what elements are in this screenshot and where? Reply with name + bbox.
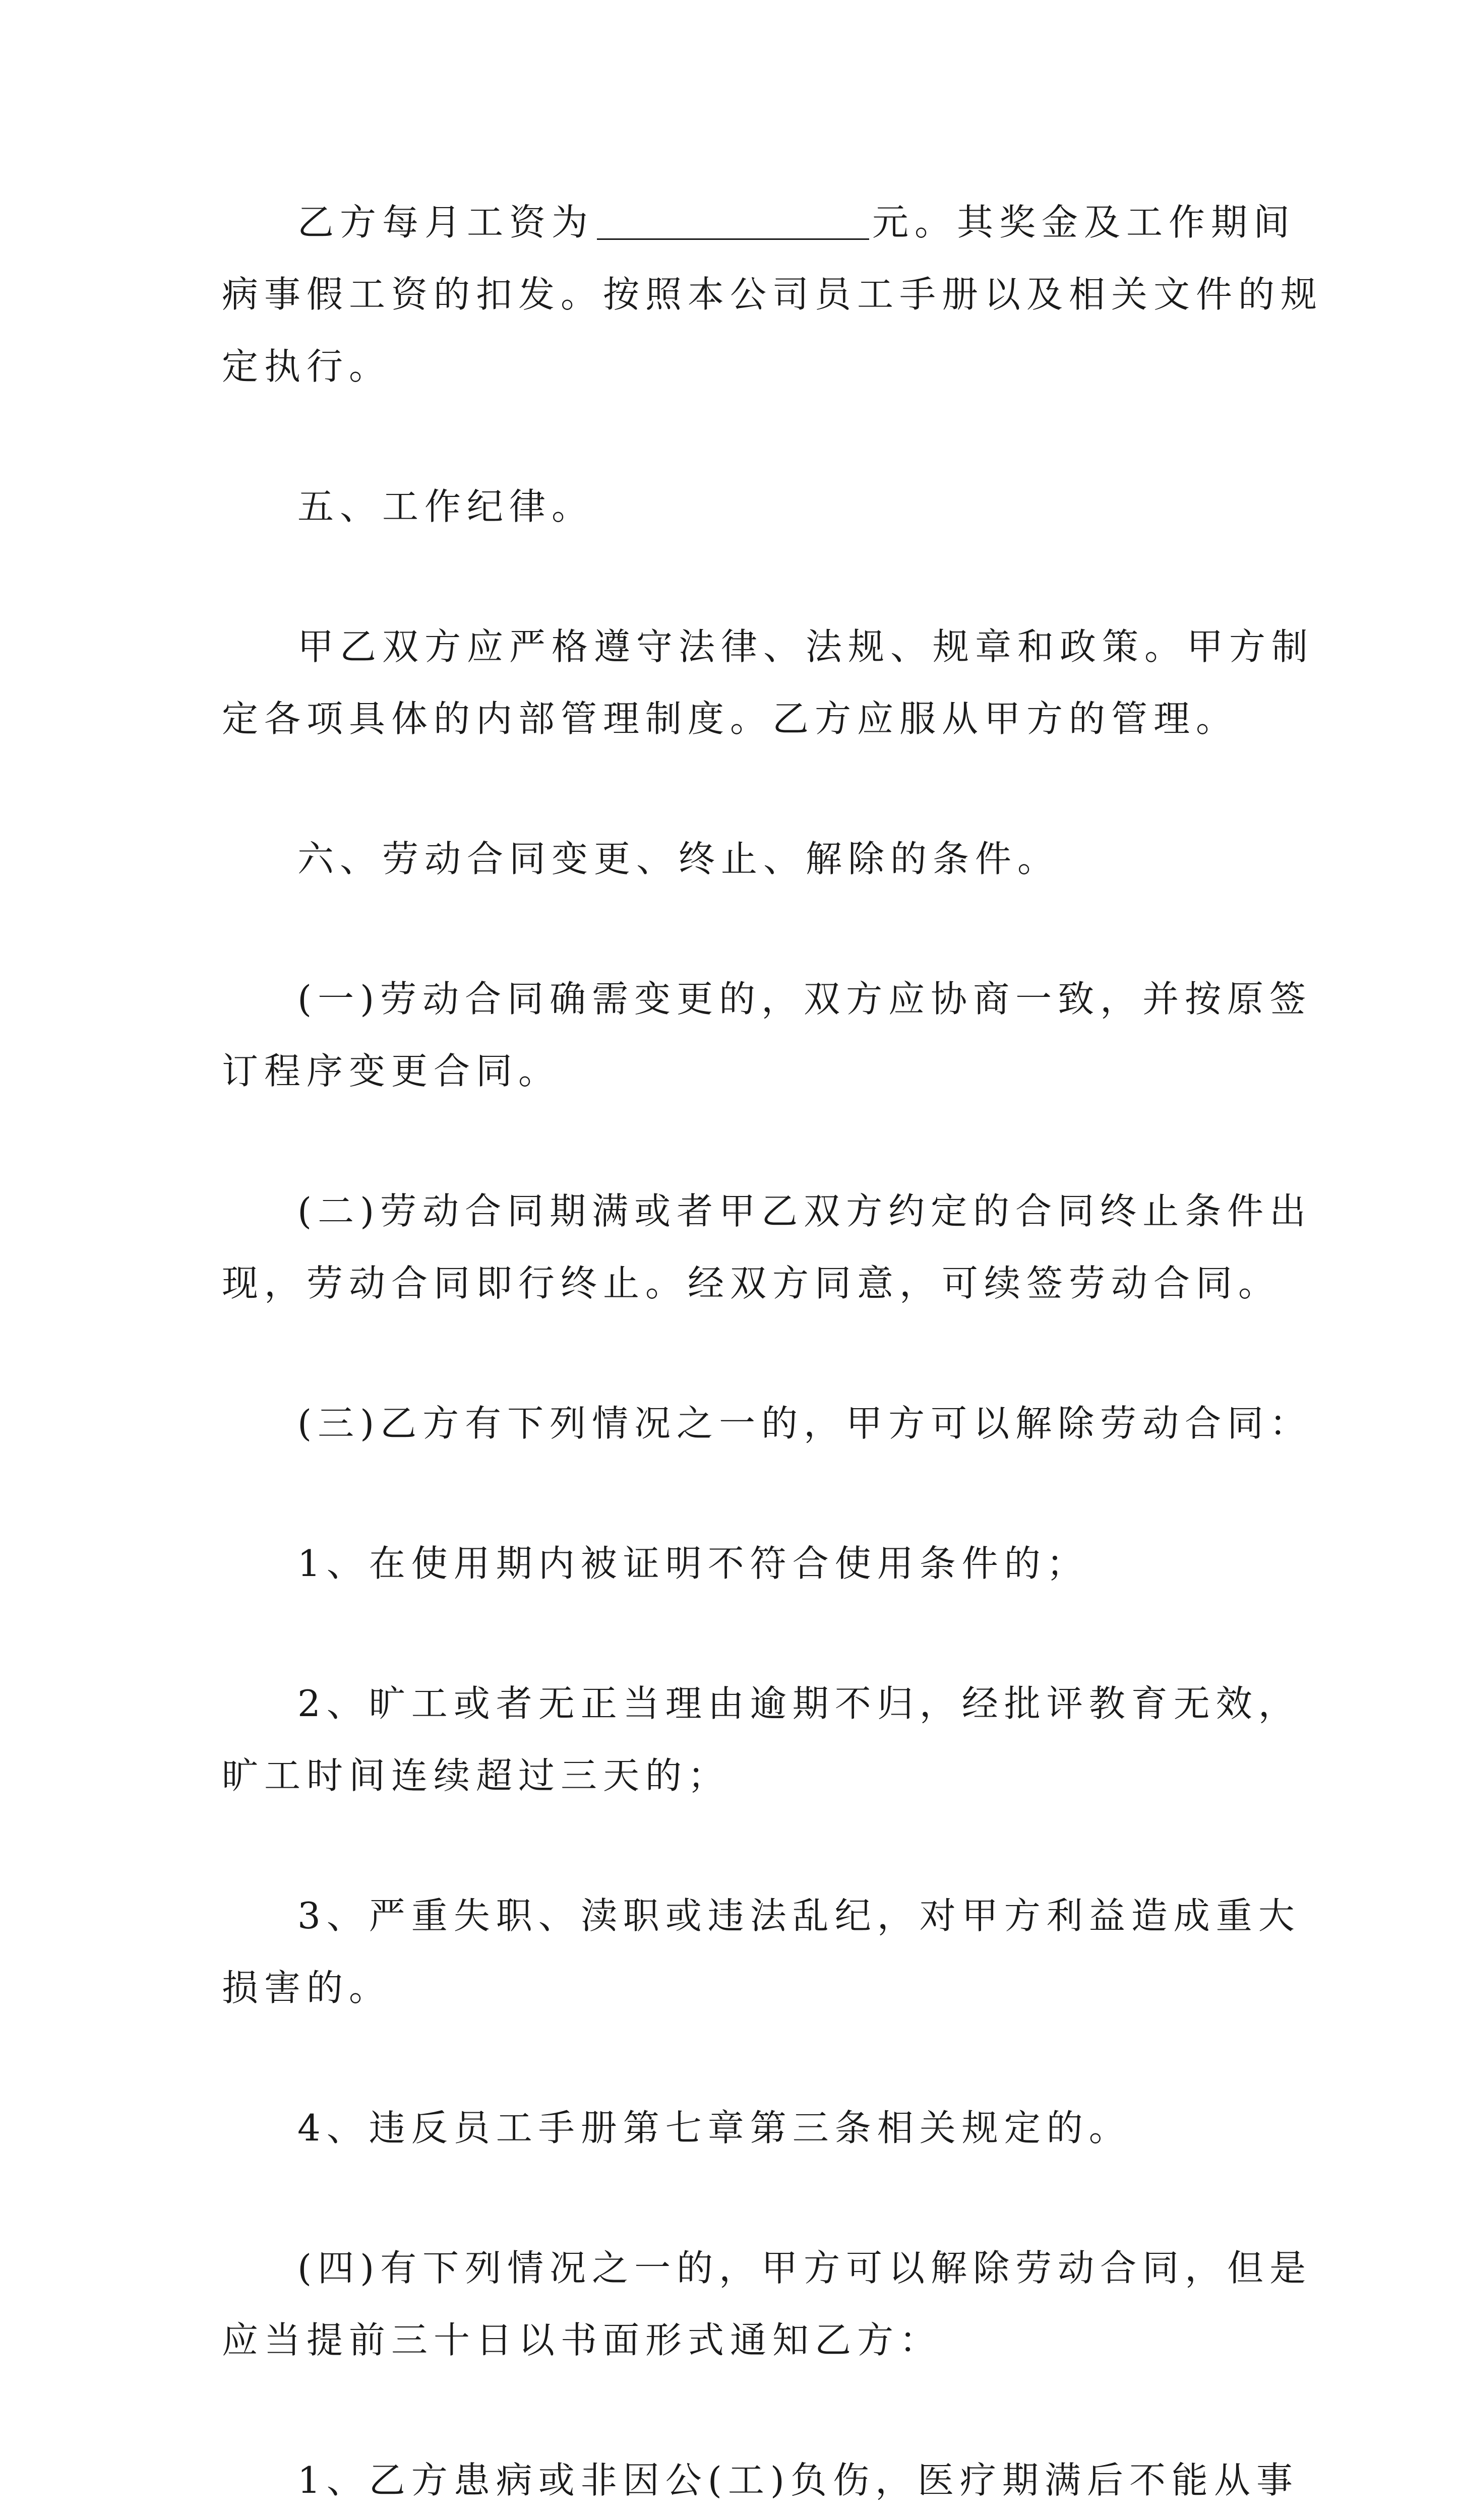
paragraph-gap (222, 2024, 1245, 2092)
text-line: 3、严重失职、渎职或违法乱纪，对甲方利益造成重大 (297, 1895, 1301, 1937)
salary-label-rest: 元。其奖金及工作期间 (872, 201, 1296, 243)
paragraph-gap (222, 2164, 1245, 2232)
paragraph-gap (222, 403, 1245, 471)
text-line: 定执行。 (222, 345, 392, 388)
text-line: 六、劳动合同变更、终止、解除的条件。 (297, 838, 1060, 880)
text-line: 旷工时间连续超过三天的； (222, 1754, 731, 1797)
paragraph (222, 1880, 1301, 2024)
text-line: 五、工作纪律。 (297, 485, 594, 528)
paragraph-gap (222, 543, 1245, 611)
text-line: 4、违反员工手册第七章第三条相关规定的。 (297, 2107, 1131, 2149)
paragraph-gap (222, 895, 1245, 963)
paragraph (222, 1668, 1301, 1812)
paragraph-gap (222, 2376, 1245, 2444)
paragraph-gap (222, 755, 1245, 823)
paragraph (222, 186, 1323, 403)
text-line (222, 186, 1296, 259)
paragraph-gap (222, 1319, 1245, 1388)
text-line: (三)乙方有下列情况之一的，甲方可以解除劳动合同： (297, 1402, 1312, 1444)
paragraph (222, 1388, 1312, 1460)
text-line: 2、旷工或者无正当理由逾期不归，经批评教育无效， (297, 1682, 1301, 1725)
paragraph (222, 1175, 1312, 1319)
text-line: 1、在使用期内被证明不符合使用条件的； (297, 1542, 1089, 1585)
paragraph-gap (222, 1600, 1245, 1668)
paragraph (222, 2232, 1312, 2376)
paragraph (222, 2092, 1245, 2164)
document-page (222, 186, 1323, 2520)
text-line: 病事假工资的扣发。按照本公司员工手册以及相关文件的规 (222, 273, 1323, 316)
paragraph (222, 611, 1314, 755)
text-line (222, 2516, 1245, 2520)
salary-blank-field[interactable] (597, 203, 869, 240)
text-line: (一)劳动合同确需变更的，双方应协商一致，并按原签 (297, 978, 1312, 1020)
paragraph (222, 823, 1245, 895)
text-line: 甲乙双方应严格遵守法律、法规、规章和政策。甲方制 (297, 625, 1314, 668)
text-line: 订程序变更合同。 (222, 1050, 561, 1092)
salary-label: 乙方每月工资为 (297, 201, 594, 243)
text-line: 1、乙方患病或非因公(工)负伤，医疗期满后不能从事 (297, 2459, 1299, 2501)
text-line: (二)劳动合同期满或者甲乙双方约定的合同终止条件出 (297, 1190, 1312, 1232)
text-line: 损害的。 (222, 1967, 392, 2009)
paragraph-gap (222, 1460, 1245, 1528)
paragraph (222, 471, 1245, 543)
text-line: (四)有下列情况之一的，甲方可以解除劳动合同，但是 (297, 2247, 1312, 2289)
paragraph (222, 963, 1312, 1107)
paragraph (222, 2444, 1299, 2520)
text-line: 应当提前三十日以书面形式通知乙方： (222, 2319, 942, 2361)
paragraph-gap (222, 1812, 1245, 1880)
text-line: 现，劳动合同即行终止。经双方同意，可续签劳动合同。 (222, 1262, 1281, 1304)
text-line: 定各项具体的内部管理制度。乙方应服从甲方的管理。 (222, 698, 1239, 740)
paragraph (222, 1528, 1245, 1600)
paragraph-gap (222, 1107, 1245, 1175)
